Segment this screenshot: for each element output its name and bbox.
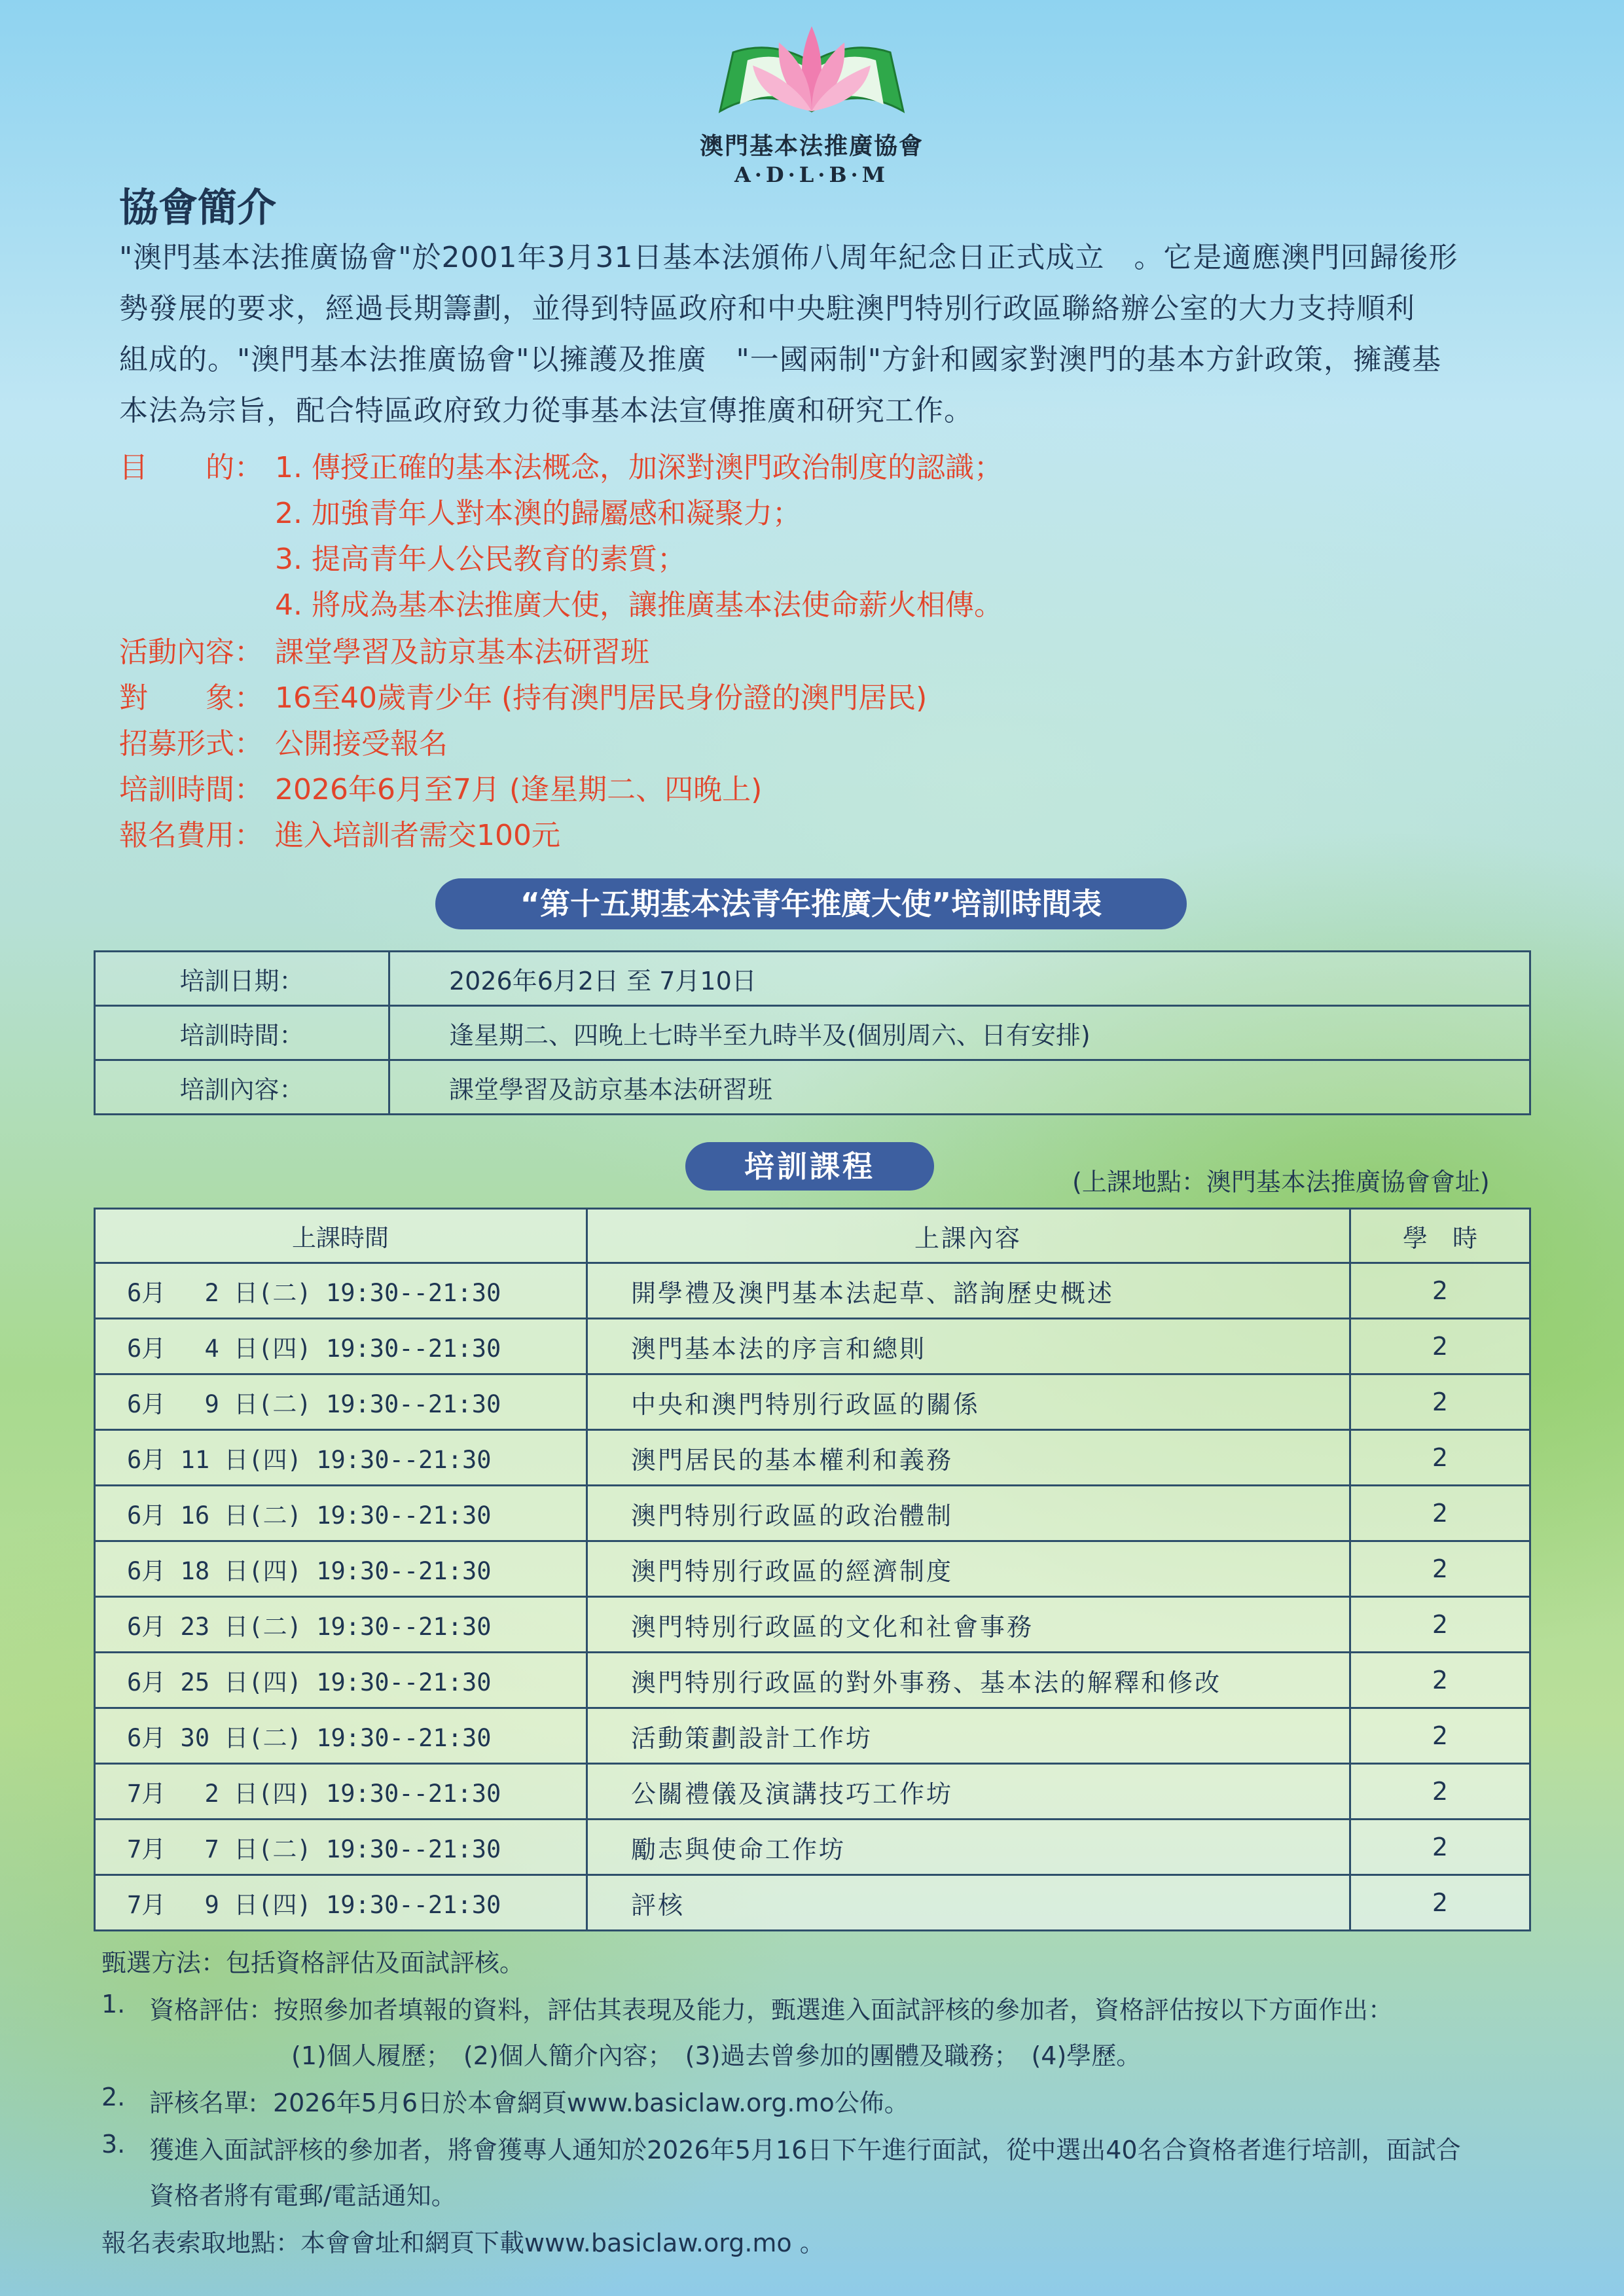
- period-label: 培訓時間：: [119, 773, 263, 806]
- course-time-cell: 6月 9 日(二) 19:30--21:30: [95, 1374, 587, 1430]
- application-form-location: 報名表索取地點：本會會址和網頁下載www.basiclaw.org.mo 。: [101, 2229, 825, 2257]
- course-time-cell: 6月 16 日(二) 19:30--21:30: [95, 1486, 587, 1541]
- aims-label: 目 的：: [119, 451, 263, 484]
- course-hours-cell: 2: [1350, 1541, 1530, 1597]
- activity-label: 活動內容：: [119, 636, 263, 669]
- course-time-cell: 7月 7 日(二) 19:30--21:30: [95, 1820, 587, 1875]
- schedule-title: “第十五期基本法青年推廣大使”培訓時間表: [435, 878, 1187, 929]
- table-header-row: [95, 1209, 1530, 1263]
- course-content-cell: 澳門特別行政區的文化和社會事務: [587, 1597, 1350, 1653]
- course-time-cell: 6月 11 日(四) 19:30--21:30: [95, 1430, 587, 1486]
- course-hours-cell: 2: [1350, 1653, 1530, 1708]
- logo-name-en: A·D·L·B·M: [734, 162, 890, 187]
- course-venue: (上課地點：澳門基本法推廣協會會址): [1072, 1168, 1490, 1196]
- selection-item-number: 2.: [101, 2083, 126, 2111]
- selection-item: 資格評估：按照參加者填報的資料，評估其表現及能力，甄選進入面試評核的參加者，資格評估按以下方面作出：: [149, 1996, 1394, 2024]
- recruit-label: 招募形式：: [119, 727, 263, 761]
- selection-heading: 甄選方法：包括資格評估及面試評核。: [101, 1948, 525, 1977]
- logo-name-cn: 澳門基本法推廣協會: [699, 132, 924, 160]
- table-row: [95, 1060, 1530, 1115]
- course-content-cell: 澳門特別行政區的對外事務、基本法的解釋和修改: [587, 1653, 1350, 1708]
- course-content-cell: 評核: [587, 1875, 1350, 1931]
- course-time-cell: 6月 2 日(二) 19:30--21:30: [95, 1263, 587, 1319]
- course-time-cell: 6月 4 日(四) 19:30--21:30: [95, 1319, 587, 1374]
- table-row: [95, 1764, 1530, 1820]
- course-content-cell: 公關禮儀及演講技巧工作坊: [587, 1764, 1350, 1820]
- intro-heading: 協會簡介: [119, 185, 276, 231]
- fee-value: 進入培訓者需交100元: [275, 819, 560, 852]
- table-row: [95, 1319, 1530, 1374]
- course-hours-cell: 2: [1350, 1597, 1530, 1653]
- schedule-table: [94, 950, 1531, 1115]
- period-value: 2026年6月至7月 (逢星期二、四晚上): [275, 773, 763, 806]
- course-time-cell: 6月 25 日(四) 19:30--21:30: [95, 1653, 587, 1708]
- course-time-cell: 6月 23 日(二) 19:30--21:30: [95, 1597, 587, 1653]
- target-value: 16至40歲青少年 (持有澳門居民身份證的澳門居民): [275, 681, 928, 715]
- activity-value: 課堂學習及訪京基本法研習班: [275, 636, 649, 669]
- course-content-cell: 開學禮及澳門基本法起草、諮詢歷史概述: [587, 1263, 1350, 1319]
- table-row: [95, 1820, 1530, 1875]
- selection-item: 評核名單: 2026年5月6日於本會網頁www.basiclaw.org.mo公佈。: [149, 2089, 909, 2117]
- course-time-cell: 6月 30 日(二) 19:30--21:30: [95, 1708, 587, 1764]
- course-time-cell: 7月 9 日(四) 19:30--21:30: [95, 1875, 587, 1931]
- target-label: 對 象：: [119, 681, 263, 715]
- table-row: [95, 1430, 1530, 1486]
- table-row: [95, 1541, 1530, 1597]
- intro-line: 本法為宗旨，配合特區政府致力從事基本法宣傳推廣和研究工作。: [119, 394, 973, 427]
- course-hours-cell: 2: [1350, 1319, 1530, 1374]
- schedule-value: 逢星期二、四晚上七時半至九時半及(個別周六、日有安排): [389, 1006, 1530, 1060]
- selection-item-number: 1.: [101, 1990, 126, 2018]
- intro-line: "澳門基本法推廣協會"於2001年3月31日基本法頒佈八周年紀念日正式成立 。它是適應澳門回歸後形: [119, 241, 1458, 274]
- course-title: 培訓課程: [685, 1142, 934, 1191]
- course-time-cell: 6月 18 日(四) 19:30--21:30: [95, 1541, 587, 1597]
- aim-item: 2. 加強青年人對本澳的歸屬感和凝聚力；: [275, 497, 801, 530]
- schedule-key: 培訓內容：: [95, 1060, 389, 1115]
- course-content-cell: 中央和澳門特別行政區的關係: [587, 1374, 1350, 1430]
- table-row: [95, 1597, 1530, 1653]
- course-time-cell: 7月 2 日(四) 19:30--21:30: [95, 1764, 587, 1820]
- aim-item: 1. 傳授正確的基本法概念，加深對澳門政治制度的認識；: [275, 451, 1003, 484]
- table-row: [95, 1486, 1530, 1541]
- selection-item-cont: 資格者將有電郵/電話通知。: [149, 2181, 456, 2210]
- schedule-key: 培訓日期：: [95, 952, 389, 1006]
- selection-item: 獲進入面試評核的參加者，將會獲專人通知於2026年5月16日下午進行面試，從中選出40名合資格者進行培訓，面試合: [149, 2136, 1461, 2164]
- course-content-cell: 活動策劃設計工作坊: [587, 1708, 1350, 1764]
- aim-item: 3. 提高青年人公民教育的素質；: [275, 543, 686, 576]
- table-row: [95, 1006, 1530, 1060]
- table-row: [95, 1263, 1530, 1319]
- course-hours-cell: 2: [1350, 1430, 1530, 1486]
- intro-line: 勢發展的要求，經過長期籌劃，並得到特區政府和中央駐澳門特別行政區聯絡辦公室的大力支持順利: [119, 292, 1415, 325]
- recruit-value: 公開接受報名: [275, 727, 448, 761]
- course-hours-cell: 2: [1350, 1374, 1530, 1430]
- course-hours-cell: 2: [1350, 1875, 1530, 1931]
- table-row: [95, 1875, 1530, 1931]
- column-header-hours: 學 時: [1350, 1209, 1530, 1263]
- schedule-value: 課堂學習及訪京基本法研習班: [389, 1060, 1530, 1115]
- course-table: [94, 1208, 1531, 1931]
- course-hours-cell: 2: [1350, 1764, 1530, 1820]
- table-row: [95, 1653, 1530, 1708]
- course-hours-cell: 2: [1350, 1708, 1530, 1764]
- intro-line: 組成的。"澳門基本法推廣協會"以擁護及推廣 "一國兩制"方針和國家對澳門的基本方針政策，擁護基: [119, 343, 1441, 376]
- table-row: [95, 952, 1530, 1006]
- course-content-cell: 澳門特別行政區的經濟制度: [587, 1541, 1350, 1597]
- column-header-content: 上課內容: [587, 1209, 1350, 1263]
- course-content-cell: 澳門居民的基本權利和義務: [587, 1430, 1350, 1486]
- course-content-cell: 勵志與使命工作坊: [587, 1820, 1350, 1875]
- column-header-time: 上課時間: [95, 1209, 587, 1263]
- course-content-cell: 澳門基本法的序言和總則: [587, 1319, 1350, 1374]
- schedule-key: 培訓時間：: [95, 1006, 389, 1060]
- fee-label: 報名費用：: [119, 819, 263, 852]
- table-row: [95, 1374, 1530, 1430]
- course-hours-cell: 2: [1350, 1263, 1530, 1319]
- selection-subitem: (1)個人履歷； (2)個人簡介內容； (3)過去曾參加的團體及職務； (4)學歷。: [291, 2041, 1142, 2070]
- schedule-value: 2026年6月2日 至 7月10日: [389, 952, 1530, 1006]
- course-hours-cell: 2: [1350, 1486, 1530, 1541]
- selection-item-number: 3.: [101, 2130, 126, 2159]
- course-content-cell: 澳門特別行政區的政治體制: [587, 1486, 1350, 1541]
- table-row: [95, 1708, 1530, 1764]
- aim-item: 4. 將成為基本法推廣大使，讓推廣基本法使命薪火相傳。: [275, 588, 1003, 622]
- course-hours-cell: 2: [1350, 1820, 1530, 1875]
